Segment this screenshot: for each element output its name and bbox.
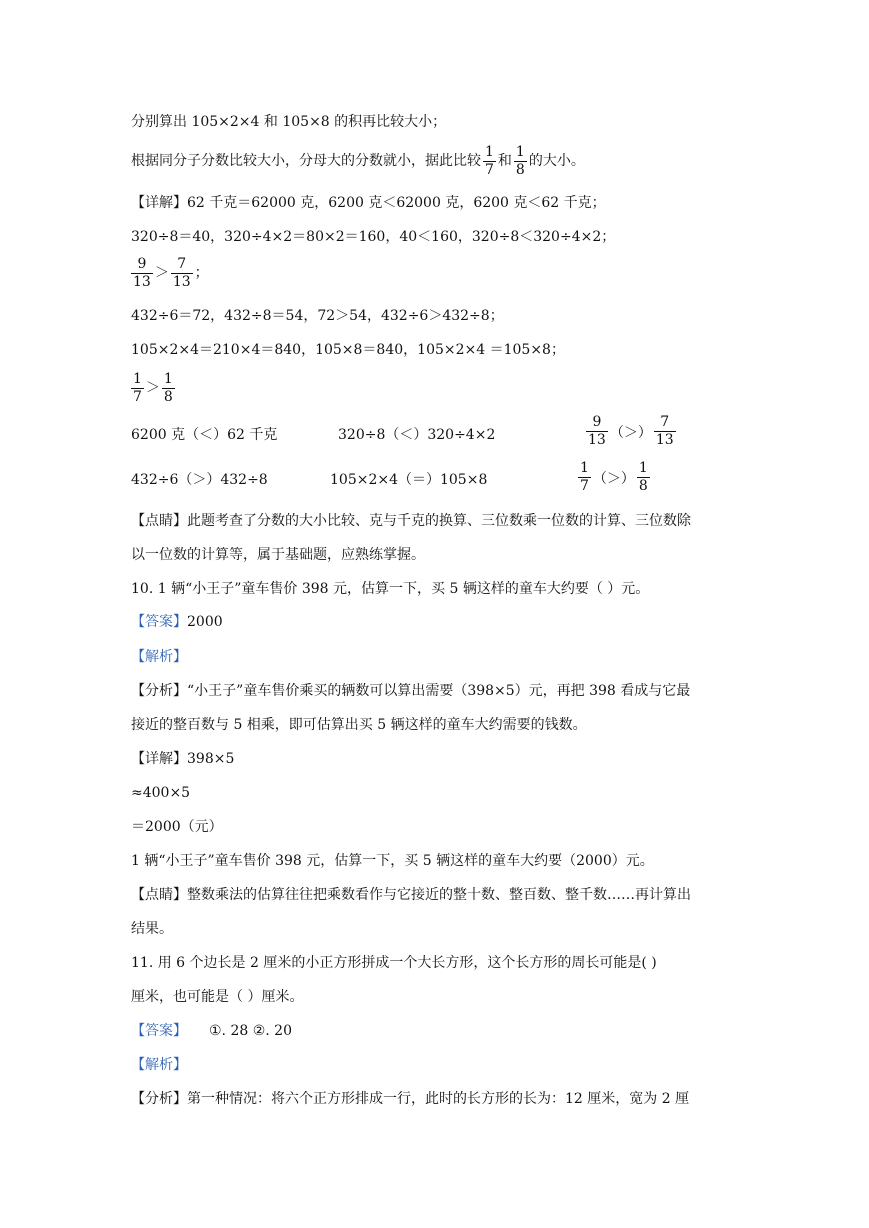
text-line: 【分析】“小王子”童车售价乘买的辆数可以算出需要（398×5）元，再把 398 看成与它最 [131, 683, 691, 699]
question-11: 11. 用 6 个边长是 2 厘米的小正方形拼成一个大长方形，这个长方形的周长可能是( ) [131, 955, 657, 971]
fraction: $\frac{7}{13}$ [172, 255, 191, 290]
text-line: 以一位数的计算等，属于基础题，应熟练掌握。 [131, 547, 425, 563]
result-cell-fractions [576, 460, 652, 495]
fraction: $\frac{1}{8}$ [638, 460, 648, 494]
text-line: 结果。 [131, 921, 173, 937]
operator: （＞） [609, 424, 652, 441]
fraction: $\frac{1}{7}$ [580, 460, 589, 494]
text-line: 320÷8＝40，320÷4×2＝80×2＝160，40＜160，320÷8＜320÷4×2； [131, 229, 616, 245]
analysis-label: 【解析】 [131, 1057, 187, 1073]
operator: ＞ [154, 265, 169, 281]
result-cell: 6200 克（＜）62 千克 [131, 427, 278, 443]
text-segment: ； [194, 265, 209, 281]
answer-value: ①. 28 ②. 20 [209, 1023, 292, 1039]
result-cell: 432÷6（＞）432÷8 [131, 472, 268, 488]
answer-line [131, 612, 223, 632]
fraction: $\frac{1}{8}$ [163, 370, 173, 405]
operator: （＞） [592, 470, 635, 487]
text-line-fractions [131, 143, 585, 179]
fraction-comparison [131, 253, 209, 293]
result-cell-fractions [584, 414, 678, 449]
text-line: 分别算出 105×2×4 和 105×8 的积再比较大小； [131, 114, 447, 130]
text-line: 【点睛】整数乘法的估算往往把乘数看作与它接近的整十数、整百数、整千数……再计算出 [131, 887, 691, 903]
fraction: $\frac{1}{7}$ [485, 143, 494, 178]
answer-value: 2000 [187, 614, 223, 630]
text-segment: 的大小。 [528, 153, 585, 169]
fraction: $\frac{1}{8}$ [515, 143, 525, 178]
text-line: 432÷6＝72，432÷8＝54，72＞54，432÷6＞432÷8； [131, 308, 504, 324]
text-segment: 根据同分子分数比较大小，分母大的分数就小，据此比较 [131, 153, 481, 169]
text-line: 厘米，也可能是（ ）厘米。 [131, 989, 304, 1005]
operator: ＞ [145, 380, 160, 396]
fraction: $\frac{1}{7}$ [133, 370, 142, 405]
question-10: 10. 1 辆“小王子”童车售价 398 元，估算一下，买 5 辆这样的童车大约要（ ）元。 [131, 581, 650, 597]
result-cell: 320÷8（＜）320÷4×2 [338, 427, 496, 443]
text-line: 接近的整百数与 5 相乘，即可估算出买 5 辆这样的童车大约需要的钱数。 [131, 717, 587, 733]
text-line: 105×2×4＝210×4＝840，105×8＝840，105×2×4 ＝105×8； [131, 342, 565, 358]
text-line: ＝2000（元） [131, 819, 223, 835]
analysis-label: 【解析】 [131, 649, 187, 665]
fraction: $\frac{9}{13}$ [588, 414, 606, 448]
answer-label: 【答案】 [131, 1023, 187, 1039]
result-cell: 105×2×4（＝）105×8 [330, 472, 488, 488]
text-line: 【点睛】此题考查了分数的大小比较、克与千克的换算、三位数乘一位数的计算、三位数除 [131, 513, 691, 529]
fraction: $\frac{7}{13}$ [655, 414, 674, 448]
text-line: 1 辆“小王子”童车售价 398 元，估算一下，买 5 辆这样的童车大约要（2000）元。 [131, 853, 654, 869]
answer-line [131, 1021, 292, 1041]
fraction-comparison [131, 368, 177, 408]
fraction: $\frac{9}{13}$ [133, 255, 151, 290]
text-line: ≈400×5 [131, 785, 191, 801]
answer-label: 【答案】 [131, 614, 187, 630]
text-line: 【分析】第一种情况：将六个正方形排成一行，此时的长方形的长为：12 厘米，宽为 2 厘 [131, 1091, 690, 1107]
text-segment: 和 [497, 153, 512, 169]
text-line: 【详解】398×5 [131, 751, 235, 767]
text-line: 【详解】62 千克＝62000 克，6200 克＜62000 克，6200 克＜62 千克； [131, 195, 606, 211]
